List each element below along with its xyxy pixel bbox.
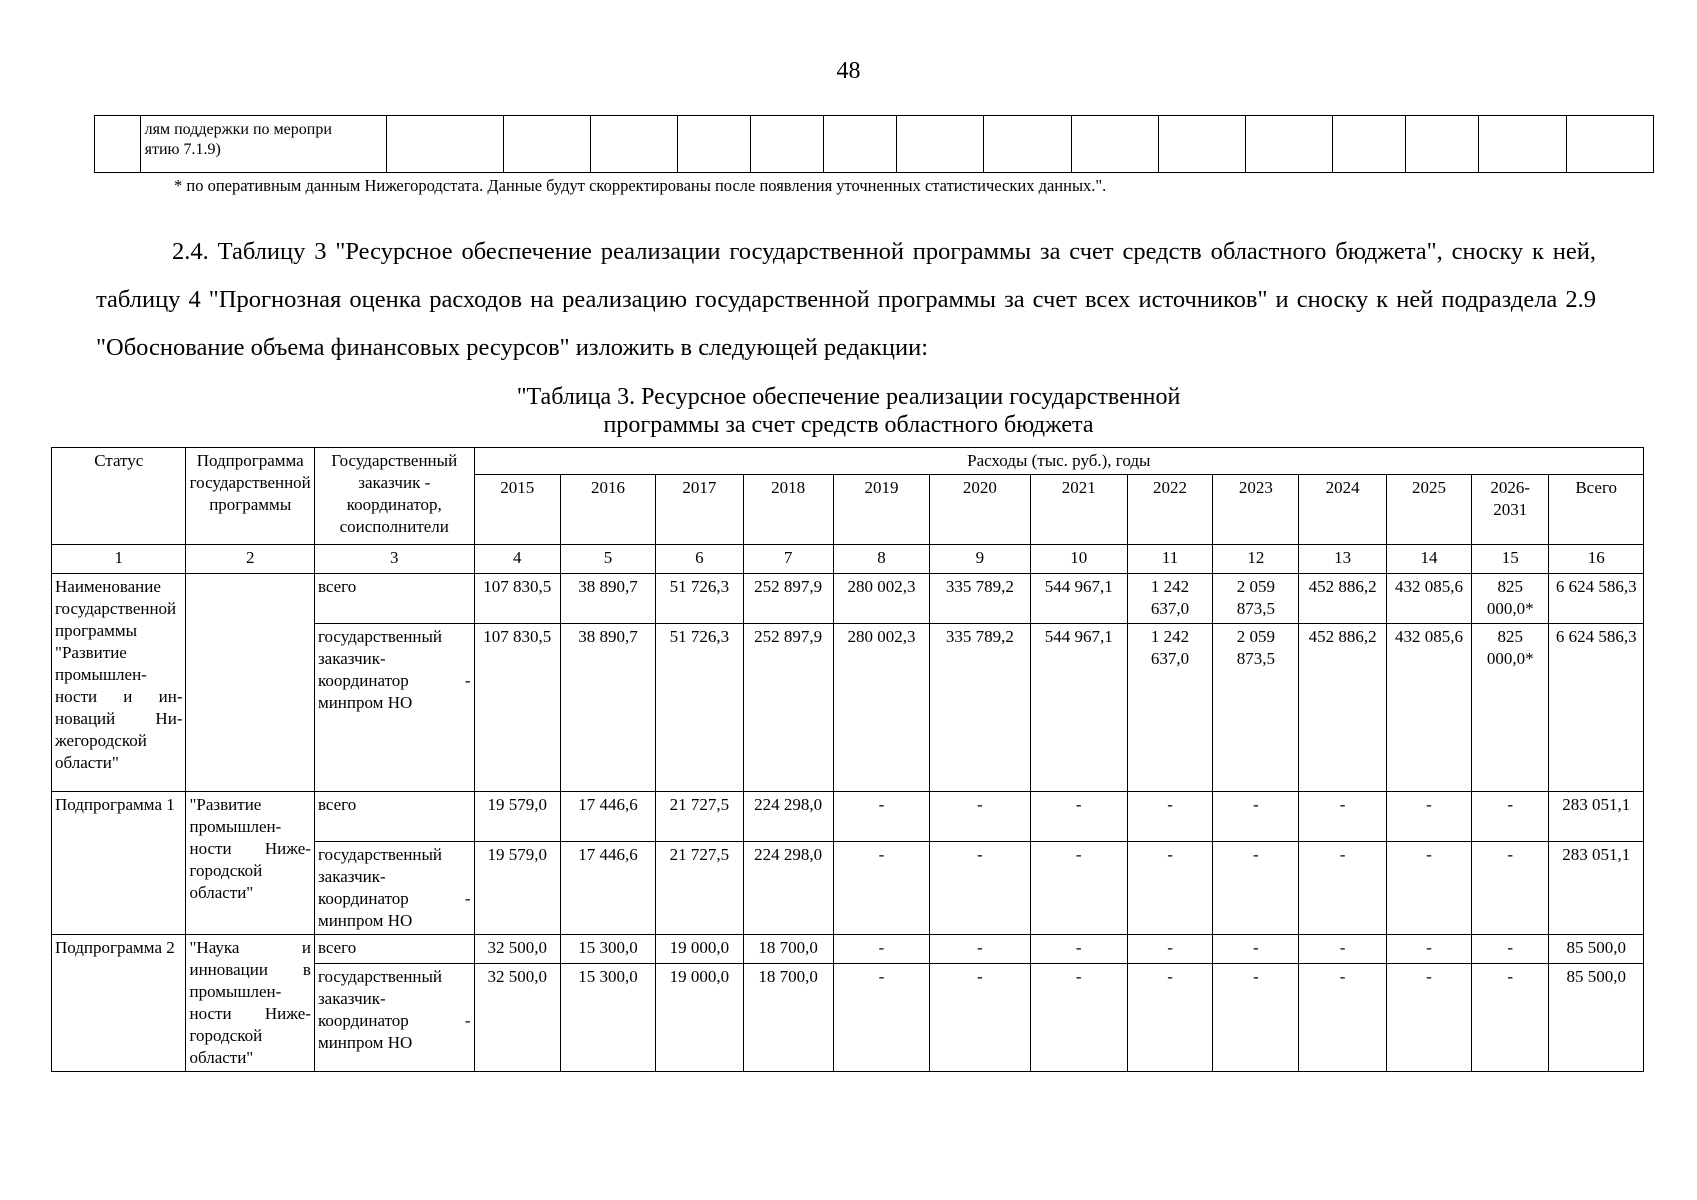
value-cell: 51 726,3 bbox=[656, 574, 743, 624]
value-cell: 252 897,9 bbox=[743, 624, 833, 792]
value-cell: - bbox=[1299, 792, 1386, 842]
column-number: 7 bbox=[743, 545, 833, 574]
value-cell: - bbox=[1030, 842, 1127, 935]
value-cell: - bbox=[1213, 842, 1299, 935]
table-title-line: "Таблица 3. Ресурсное обеспечение реализации государственной bbox=[516, 384, 1181, 410]
value-cell: - bbox=[1386, 792, 1471, 842]
value-cell: - bbox=[1127, 935, 1212, 964]
header-year: 2024 bbox=[1299, 475, 1386, 545]
value-cell: 280 002,3 bbox=[833, 574, 929, 624]
header-year: 2020 bbox=[930, 475, 1030, 545]
value-cell: - bbox=[930, 792, 1030, 842]
column-number: 3 bbox=[314, 545, 474, 574]
header-customer: Государственный заказчик - координатор, соисполнители bbox=[314, 448, 474, 545]
value-cell: 15 300,0 bbox=[560, 935, 655, 964]
resource-table bbox=[51, 447, 1644, 1072]
footnote: * по оперативным данным Нижегородстата. Данные будут скорректированы после появления уточненных статистических данных.". bbox=[174, 176, 1107, 195]
header-year: 2022 bbox=[1127, 475, 1212, 545]
value-cell: 544 967,1 bbox=[1030, 574, 1127, 624]
value-cell: 825 000,0* bbox=[1472, 574, 1549, 624]
column-number: 11 bbox=[1127, 545, 1212, 574]
table-row bbox=[52, 574, 1644, 624]
value-cell: 224 298,0 bbox=[743, 842, 833, 935]
value-cell: - bbox=[1030, 964, 1127, 1072]
column-number: 4 bbox=[474, 545, 560, 574]
customer-cell: всего bbox=[314, 792, 474, 842]
value-cell: - bbox=[1386, 964, 1471, 1072]
header-year: 2018 bbox=[743, 475, 833, 545]
fragment-cell bbox=[678, 116, 751, 173]
value-cell: 452 886,2 bbox=[1299, 624, 1386, 792]
table-title bbox=[0, 383, 1697, 439]
subprogram-cell: "Развитие промышленности Нижегородской области" bbox=[186, 792, 314, 935]
header-year: 2017 bbox=[656, 475, 743, 545]
total-cell: 6 624 586,3 bbox=[1549, 574, 1644, 624]
column-number: 15 bbox=[1472, 545, 1549, 574]
value-cell: 1 242 637,0 bbox=[1127, 574, 1212, 624]
value-cell: 452 886,2 bbox=[1299, 574, 1386, 624]
value-cell: 432 085,6 bbox=[1386, 624, 1471, 792]
previous-table-fragment bbox=[94, 115, 1654, 173]
header-expenses: Расходы (тыс. руб.), годы bbox=[474, 448, 1643, 475]
header-year: 2026-2031 bbox=[1472, 475, 1549, 545]
column-number: 16 bbox=[1549, 545, 1644, 574]
value-cell: 21 727,5 bbox=[656, 792, 743, 842]
column-number: 6 bbox=[656, 545, 743, 574]
fragment-cell bbox=[751, 116, 824, 173]
amendment-paragraph: 2.4. Таблицу 3 "Ресурсное обеспечение реализации государственной программы за счет средств областного бюджета", сноску к ней, таблицу 4 "Прогнозная оценка расходов на реализацию государственной программы за счет всех источников" и сноску к ней подраздела 2.9 "Обоснование объема финансовых ресурсов" изложить в следующей редакции: bbox=[96, 238, 1596, 361]
value-cell: - bbox=[1472, 935, 1549, 964]
value-cell: - bbox=[1127, 964, 1212, 1072]
header-year: 2019 bbox=[833, 475, 929, 545]
value-cell: 280 002,3 bbox=[833, 624, 929, 792]
value-cell: - bbox=[1299, 842, 1386, 935]
customer-cell: государственный заказчик-координатор - минпром НО bbox=[314, 842, 474, 935]
fragment-cell bbox=[897, 116, 984, 173]
value-cell: 18 700,0 bbox=[743, 935, 833, 964]
value-cell: 432 085,6 bbox=[1386, 574, 1471, 624]
fragment-line: ятию 7.1.9) bbox=[144, 141, 221, 158]
header-total: Всего bbox=[1549, 475, 1644, 545]
value-cell: 38 890,7 bbox=[560, 624, 655, 792]
value-cell: - bbox=[1213, 935, 1299, 964]
column-number: 12 bbox=[1213, 545, 1299, 574]
total-cell: 85 500,0 bbox=[1549, 935, 1644, 964]
header-status: Статус bbox=[52, 448, 186, 545]
value-cell: 335 789,2 bbox=[930, 624, 1030, 792]
value-cell: - bbox=[1386, 842, 1471, 935]
fragment-cell bbox=[1566, 116, 1653, 173]
fragment-cell bbox=[1479, 116, 1566, 173]
value-cell: 17 446,6 bbox=[560, 842, 655, 935]
value-cell: 19 000,0 bbox=[656, 935, 743, 964]
fragment-text-cell bbox=[140, 116, 386, 173]
value-cell: 18 700,0 bbox=[743, 964, 833, 1072]
column-number: 9 bbox=[930, 545, 1030, 574]
value-cell: 17 446,6 bbox=[560, 792, 655, 842]
header-year: 2015 bbox=[474, 475, 560, 545]
value-cell: 2 059 873,5 bbox=[1213, 574, 1299, 624]
fragment-cell bbox=[1158, 116, 1245, 173]
total-cell: 6 624 586,3 bbox=[1549, 624, 1644, 792]
value-cell: 19 000,0 bbox=[656, 964, 743, 1072]
fragment-cell bbox=[984, 116, 1071, 173]
value-cell: - bbox=[1299, 964, 1386, 1072]
value-cell: - bbox=[1472, 792, 1549, 842]
value-cell: - bbox=[833, 964, 929, 1072]
total-cell: 85 500,0 bbox=[1549, 964, 1644, 1072]
status-cell: Подпрограмма 2 bbox=[52, 935, 186, 1072]
column-number: 14 bbox=[1386, 545, 1471, 574]
table-row bbox=[52, 935, 1644, 964]
value-cell: - bbox=[1213, 964, 1299, 1072]
value-cell: 38 890,7 bbox=[560, 574, 655, 624]
value-cell: 252 897,9 bbox=[743, 574, 833, 624]
value-cell: 335 789,2 bbox=[930, 574, 1030, 624]
fragment-cell bbox=[95, 116, 141, 173]
fragment-cell bbox=[1246, 116, 1333, 173]
subprogram-cell: "Наука и инновации в промышленности Нижегородской области" bbox=[186, 935, 314, 1072]
header-year: 2021 bbox=[1030, 475, 1127, 545]
value-cell: 544 967,1 bbox=[1030, 624, 1127, 792]
column-number: 5 bbox=[560, 545, 655, 574]
value-cell: - bbox=[833, 935, 929, 964]
value-cell: - bbox=[1472, 842, 1549, 935]
value-cell: - bbox=[1030, 792, 1127, 842]
table-row bbox=[52, 792, 1644, 842]
customer-cell: всего bbox=[314, 935, 474, 964]
value-cell: 32 500,0 bbox=[474, 964, 560, 1072]
value-cell: - bbox=[930, 935, 1030, 964]
header-year: 2025 bbox=[1386, 475, 1471, 545]
value-cell: - bbox=[1386, 935, 1471, 964]
table-title-line: программы за счет средств областного бюджета bbox=[603, 412, 1094, 438]
column-number: 13 bbox=[1299, 545, 1386, 574]
total-cell: 283 051,1 bbox=[1549, 792, 1644, 842]
value-cell: - bbox=[1127, 842, 1212, 935]
fragment-cell bbox=[503, 116, 590, 173]
value-cell: 21 727,5 bbox=[656, 842, 743, 935]
customer-cell: всего bbox=[314, 574, 474, 624]
fragment-cell bbox=[590, 116, 677, 173]
header-year: 2016 bbox=[560, 475, 655, 545]
value-cell: 19 579,0 bbox=[474, 842, 560, 935]
fragment-cell bbox=[1333, 116, 1406, 173]
column-number: 10 bbox=[1030, 545, 1127, 574]
total-cell: 283 051,1 bbox=[1549, 842, 1644, 935]
value-cell: 19 579,0 bbox=[474, 792, 560, 842]
fragment-cell bbox=[824, 116, 897, 173]
header-subprogram: Подпрограмма государственной программы bbox=[186, 448, 314, 545]
value-cell: - bbox=[833, 842, 929, 935]
value-cell: - bbox=[930, 842, 1030, 935]
value-cell: 107 830,5 bbox=[474, 574, 560, 624]
header-year: 2023 bbox=[1213, 475, 1299, 545]
fragment-cell bbox=[1071, 116, 1158, 173]
status-cell: Наименование государственной программы "Развитие промышленности и инноваций Нижегородской области" bbox=[52, 574, 186, 792]
customer-cell: государственный заказчик-координатор - минпром НО bbox=[314, 624, 474, 792]
column-number: 8 bbox=[833, 545, 929, 574]
value-cell: - bbox=[833, 792, 929, 842]
value-cell: - bbox=[1213, 792, 1299, 842]
fragment-line: лям поддержки по меропри bbox=[144, 121, 332, 138]
value-cell: - bbox=[1299, 935, 1386, 964]
value-cell: 224 298,0 bbox=[743, 792, 833, 842]
customer-cell: государственный заказчик-координатор - минпром НО bbox=[314, 964, 474, 1072]
subprogram-cell bbox=[186, 574, 314, 792]
value-cell: 32 500,0 bbox=[474, 935, 560, 964]
page-number: 48 bbox=[836, 58, 861, 84]
status-cell: Подпрограмма 1 bbox=[52, 792, 186, 935]
value-cell: - bbox=[1472, 964, 1549, 1072]
value-cell: - bbox=[1127, 792, 1212, 842]
value-cell: 825 000,0* bbox=[1472, 624, 1549, 792]
value-cell: 1 242 637,0 bbox=[1127, 624, 1212, 792]
fragment-cell bbox=[1406, 116, 1479, 173]
column-number: 2 bbox=[186, 545, 314, 574]
value-cell: 51 726,3 bbox=[656, 624, 743, 792]
fragment-cell bbox=[387, 116, 504, 173]
table-body bbox=[52, 574, 1644, 1072]
value-cell: 2 059 873,5 bbox=[1213, 624, 1299, 792]
value-cell: - bbox=[1030, 935, 1127, 964]
value-cell: 107 830,5 bbox=[474, 624, 560, 792]
column-number: 1 bbox=[52, 545, 186, 574]
value-cell: 15 300,0 bbox=[560, 964, 655, 1072]
value-cell: - bbox=[930, 964, 1030, 1072]
